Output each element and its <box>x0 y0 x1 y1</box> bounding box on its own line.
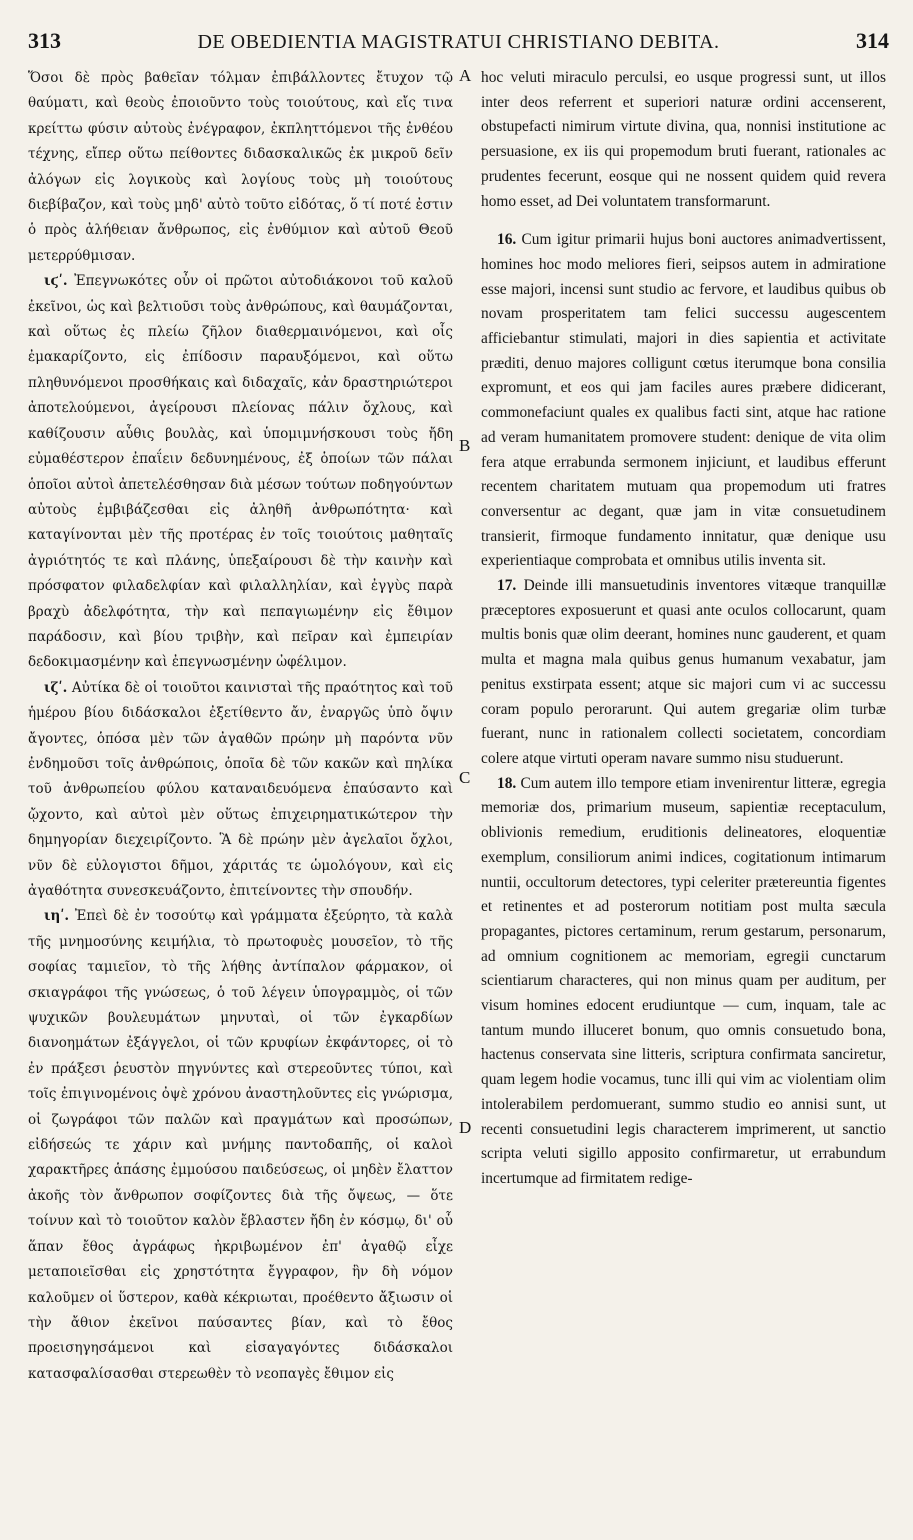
right-page-number: 314 <box>856 28 889 53</box>
margin-letter-d: D <box>459 1118 472 1137</box>
running-header <box>28 28 889 62</box>
greek-section-number: ιηʹ. <box>44 908 70 925</box>
latin-paragraph-continued: hoc veluti miraculo perculsi, eo usque progressi sunt, ut illos inter deos referrent et superiori naturæ ordini accenserent, obstupefacti nimirum virtute divina, qua, nonnisi institutione ac persuasione, ex iis qui propemodum bruti fuerant, rationales ac prudentes fecerunt, eosque qui ne nossent quidem quid revera homo esset, ad Dei voluntatem transformarunt. <box>481 69 886 210</box>
greek-paragraph-17 <box>28 676 453 905</box>
greek-section-number: ιϛʹ. <box>44 273 68 290</box>
latin-column <box>481 66 886 1387</box>
latin-paragraph-text: Cum autem illo tempore etiam invenirentur litteræ, egregia memoriæ dos, primarium museum, sapientiæ receptaculum, oblivionis remedium, eruditionis delineatores, eloquentiæ exemplum, consiliorum animi indices, cogitationum intimarum nuntii, occultorum detectores, typi celeriter prætereuntia figentes et retinentes et ad posterorum notitiam post multa sæcula propagantes, pictores certaminum, rerum gestarum, personarum, ad omnium cognitionem ac memoriam, egregii cunctarum scientiarum characteres, qui non minus quam per auditum, per visum homines edocent erudiuntque — cum, inquam, tale ac tantum mundo illuceret bonum, quo omnis consuetudo bona, hactenus conservata sine litteris, scriptura confirmata sanciretur, quam legem hodie vocamus, tunc illi qui vim ac violentiam olim intolerabilem perdomuerant, summo studio eo annisi sunt, ut recenti consuetudini legis characterem imprimerent, ut sanctio scripta veluti sigillo apposito confirmaretur, ut errabundum incertumque ad firmitatem redige- <box>481 774 886 1187</box>
margin-letter-b: B <box>459 436 471 455</box>
greek-paragraph-text: Ἐπεγνωκότες οὖν οἱ πρῶτοι αὐτοδιάκονοι τοῦ καλοῦ ἐκεῖνοι, ὡς καὶ βελτιοῦσι τοὺς ἀνθρώπους, καὶ θαυμάζονται, καὶ οὕτως ἐς πλείω ζῆλον διαθερμαινόμενοι, καὶ οἷς ἐμακαρίζοντο, εἰς ἐπίδοσιν παραυξόμενοι, καὶ οὕτω πληθυνόμενοι προσθήκαις καὶ διδαχαῖς, κἀν δραστηριώτεροι ἀποτελούμενοι, ἀγείρουσι πλείονας πάλιν ὄχλους, καὶ καθίζουσιν αὖθις βουλὰς, καὶ ὑπομιμνήσκουσι τοὺς ἤδη εὐμαθέστερον ἐπαΐειν δεδυνημένους, ἐξ ὁποίων τῶν πάλαι ὁποῖοι αὐτοὶ ἀπετελέσθησαν διὰ μέσων τούτων ποδηγούντων αὐτοὺς ἐμβιβάζεσθαι εἰς ἀληθῆ ἀνθρωπότητα· καὶ καταγίνονται μὲν τῆς προτέρας ἐν τοῖς τοιούτοις μαθηταῖς ἀγριότητός τε καὶ πλάνης, ὑπεξαίρουσι δὲ τὴν καινὴν καὶ πρόσφατον φιλαδελφίαν καὶ φιλαλληλίαν, καὶ ἐγγὺς παρὰ βραχὺ ἀδελφότητα, τὴν καὶ πεπαγιωμένην εἰς ἔθιμον παράδοσιν, καὶ βίου τριβὴν, καὶ πεῖραν καὶ ἐμπειρίαν δεδοκιμασμένην καὶ ἐπεγνωσμένην ὠφέλιμον. <box>28 273 453 671</box>
latin-paragraph-18 <box>481 772 886 1192</box>
latin-section-number: 18. <box>497 774 517 792</box>
greek-paragraph-18 <box>28 904 453 1387</box>
greek-paragraph-text: Αὐτίκα δὲ οἱ τοιοῦτοι καινισταὶ τῆς πραότητος καὶ τοῦ ἡμέρου βίου διδάσκαλοι ἐξετίθεντο ἄν, ἐναργῶς ὑπὸ ὄψιν ἄγοντες, ὁπόσα μὲν τῶν ἀγαθῶν πρώην μὴ παρόντα νῦν ἐνδημοῦσι τοῖς ἀνθρώποις, ὁποῖα δὲ τῶν κακῶν καὶ πηλίκα τοῦ ἀνθρωπείου φύλου καταναιδευόμενα ἐπαύσαντο καὶ ᾤχοντο, καὶ αὐτοὶ μὲν οὕτως ἐπιχειρηματικώτερον τὴν δημηγορίαν διεχειρίζοντο. Ἃ δὲ πρώην μὲν ἀγελαῖοι ὄχλοι, νῦν δὲ εὐλογιστοι δῆμοι, χάριτάς τε ὡμολόγουν, καὶ εἰς ἀγαθότητα συνεσκευάζοντο, ἐπιτείνοντες τὴν σπουδήν. <box>28 679 453 899</box>
greek-paragraph-16 <box>28 269 453 676</box>
left-page-number: 313 <box>28 28 61 53</box>
latin-paragraph-16 <box>481 228 886 574</box>
greek-section-number: ιζʹ. <box>44 679 68 696</box>
margin-gutter <box>453 66 481 1387</box>
greek-paragraph-continued: Ὅσοι δὲ πρὸς βαθεῖαν τόλμαν ἐπιβάλλοντες ἔτυχον τῷ θαύματι, καὶ θεοὺς ἐποιοῦντο τοὺς τοιούτους, καὶ εἴς τινα κρείττω φύσιν αὐτοὺς ἐνέγραφον, ἐκπληττόμενοι τῆς ἐνθέου τέχνης, εἴπερ οὕτω πείθοντες διδασκαλικῶς ἐκ μικροῦ δεῖν ἀλόγων εἰς λογικοὺς καὶ λογίους τοὺς μὴ τοιούτους διεβίβαζον, καὶ τοὺς μηδ' αὐτὸ τοῦτο εἰδότας, ὅ τί ποτέ ἐστιν ὁ πρὸς ἀλήθειαν ἄνθρωπος, εἰς ἐνθύμιον καὶ αὐτοῦ Θεοῦ μετερρύθμισαν. <box>28 70 453 264</box>
margin-letter-a: A <box>459 66 472 85</box>
greek-paragraph-text: Ἐπεὶ δὲ ἐν τοσούτῳ καὶ γράμματα ἐξεύρητο, τὰ καλὰ τῆς μνημοσύνης κειμήλια, τὸ πρωτοφυὲς μουσεῖον, τὸ τῆς σοφίας ταμιεῖον, τὸ τῆς λήθης ἀντίπαλον φάρμακον, οἱ σκιαγράφοι τῆς γνώσεως, ὁ τοῦ λέγειν ὑπογραμμὸς, οἱ τῶν ψυχικῶν βουλευμάτων μηνυταὶ, οἱ τῶν ἐγκαρδίων διανοημάτων ἐξάγγελοι, οἱ τῶν κρυφίων ἐκφάντορες, οἱ τὸ ἐν πράξεσι ῥευστὸν πηγνύντες καὶ στερεοῦντες τύποι, καὶ τοῖς ἐπιγινομένοις ὀψὲ χρόνου ἀναστηλοῦντες εἰς γνώρισμα, οἱ ζωγράφοι τῶν παλῶν καὶ πραγμάτων καὶ προσώπων, εἰδήσεώς τε χάριν καὶ μνήμης παντοδαπῆς, οἱ καλοὶ χαρακτῆρες ἁπάσης ἐμμούσου παιδεύσεως, οἱ μηδὲν ἔλαττον ἀκοῆς τὸν ἄνθρωπον σοφίζοντες διὰ τῆς ὄψεως, — ὅτε τοίνυν καὶ τὸ τοιοῦτον καλὸν ἔβλαστεν ἤδη ἐν κόσμῳ, δι' οὗ ἅπαν ἔθος ἀγράφως ἠκριβωμένον ἐπ' ἀγαθῷ εἶχε μεταποιεῖσθαι εἰς χρηστότητα ἔγγραφον, ἣν δὴ νόμον καλοῦμεν οἱ ὕστερον, καθὰ κέκριωται, προέθεντο ἄξιωσιν οἱ τὴν ἄθιον ἐκεῖνοι παύσαντες βίαν, καὶ τὸ ἔθος προεισηγησάμενοι καὶ εἰσαγαγόντες διδάσκαλοι κατασφαλίσασθαι στερεωθὲν τὸ νεοπαγὲς ἔθιμον εἰς <box>28 908 453 1382</box>
margin-letter-c: C <box>459 768 471 787</box>
running-title: DE OBEDIENTIA MAGISTRATUI CHRISTIANO DEBITA. <box>197 31 720 53</box>
latin-paragraph-17 <box>481 574 886 772</box>
latin-section-number: 17. <box>497 577 517 595</box>
two-column-body <box>28 66 889 1387</box>
latin-section-number: 16. <box>497 231 517 249</box>
latin-paragraph-text: Cum igitur primarii hujus boni auctores animadvertissent, homines hoc modo meliores fieri, seipsos autem in admiratione esse majori, incensi sunt studio ac fervore, et laudibus quibus ob novam prosperitatem tam felici successu augescentem afficiebantur stimulati, majori in dies sapientia et activitate præditi, denuo majores colligunt cœtus iterumque bona consilia expromunt, et eos qui jam faciles aures præbere didicerant, commonefaciunt quales ex qualibus facti sint, atque hac ratione ad veram humanitatem promovere student: denique de vita olim fera atque errabunda sermonem injiciunt, et laudibus efferunt recentem charitatem mutuam qua propemodum uti fratres conversentur ac degant, quæ jam in vitæ consuetudinem transierit, firmoque fundamento innitatur, quæ denique usu experientiaque comprobata et omnibus utilis inventa sit. <box>481 231 886 570</box>
greek-column <box>28 66 453 1387</box>
latin-paragraph-text: Deinde illi mansuetudinis inventores vitæque tranquillæ præceptores exposuerunt et quasi ante oculos collocarunt, quam multis bonis quæ olim deerant, homines nunc gauderent, et quam multa et magna mala quibus genus humanum vexabatur, jam penitus exstirpata essent; atque sic majori cum vi ac successu coram populo perorarunt. Qui autem gregariæ olim turbæ fuerant, nunc in rationalem collecti societatem, concordiam colere atque virtuti operam navare summo nisu studuerunt. <box>481 577 886 767</box>
